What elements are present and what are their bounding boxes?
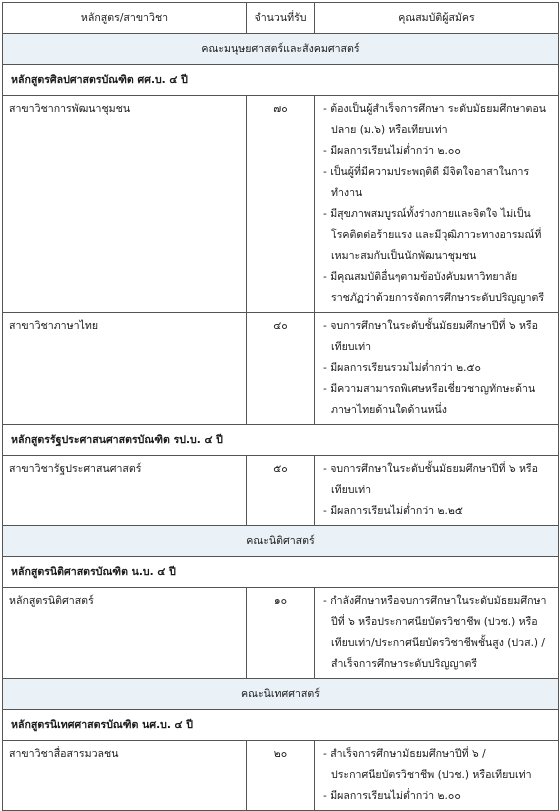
program-row bbox=[3, 425, 559, 456]
qualification-line: - มีคุณสมบัติอื่นๆตามข้อบังคับมหาวิทยาลัย bbox=[323, 271, 518, 283]
qualification-line: เทียบเท่า bbox=[331, 341, 372, 353]
major-name: สาขาวิชาสื่อสารมวลชน bbox=[3, 741, 247, 811]
major-row bbox=[3, 456, 559, 526]
qualification-line: - มีผลการเรียนไม่ต่ำกว่า ๒.๐๐ bbox=[323, 790, 461, 802]
faculty-name: คณะนิเทศศาสตร์ bbox=[3, 679, 559, 710]
qualification-line: - มีความสามารถพิเศษหรือเชี่ยวชาญทักษะด้าน bbox=[323, 383, 536, 395]
admission-table bbox=[2, 2, 559, 811]
qualification-line: - มีผลการเรียนไม่ต่ำกว่า ๒.๒๕ bbox=[323, 505, 463, 517]
faculty-name: คณะนิติศาสตร์ bbox=[3, 526, 559, 557]
major-name: สาขาวิชาภาษาไทย bbox=[3, 313, 247, 425]
major-seats: ๔๐ bbox=[247, 313, 315, 425]
program-title: หลักสูตรศิลปศาสตรบัณฑิต ศศ.บ. ๔ ปี bbox=[3, 65, 559, 96]
faculty-name: คณะมนุษยศาสตร์และสังคมศาสตร์ bbox=[3, 34, 559, 65]
qualification-line: เทียบเท่า bbox=[331, 484, 372, 496]
program-title: หลักสูตรนิติศาสตรบัณฑิต น.บ. ๔ ปี bbox=[3, 557, 559, 588]
program-row bbox=[3, 557, 559, 588]
faculty-row bbox=[3, 679, 559, 710]
table-header-row bbox=[3, 3, 559, 34]
qualification-line: - มีผลการเรียนไม่ต่ำกว่า ๒.๐๐ bbox=[323, 145, 461, 157]
qualification-line: โรคติดต่อร้ายแรง และมีวุฒิภาวะทางอารมณ์ที่ bbox=[331, 229, 542, 241]
qualification-line: - กำลังศึกษาหรือจบการศึกษาในระดับมัธยมศึกษา bbox=[323, 595, 547, 607]
qualification-line: - เป็นผู้ที่มีความประพฤติดี มีจิตใจอาสาในการ bbox=[323, 166, 530, 178]
major-row bbox=[3, 588, 559, 679]
program-title: หลักสูตรนิเทศศาสตรบัณฑิต นศ.บ. ๔ ปี bbox=[3, 710, 559, 741]
program-row bbox=[3, 65, 559, 96]
qualification-line: เหมาะสมกับเป็นนักพัฒนาชุมชน bbox=[331, 250, 477, 262]
program-row bbox=[3, 710, 559, 741]
major-qualifications bbox=[315, 588, 559, 679]
table-body bbox=[3, 34, 559, 811]
header-qualifications: คุณสมบัติผู้สมัคร bbox=[315, 3, 559, 34]
major-row bbox=[3, 313, 559, 425]
qualification-line: ประกาศนียบัตรวิชาชีพ (ปวช.) หรือเทียบเท่า bbox=[331, 769, 532, 781]
qualification-line: - สำเร็จการศึกษามัธยมศึกษาปีที่ ๖ / bbox=[323, 748, 486, 760]
qualification-line: - ต้องเป็นผู้สำเร็จการศึกษา ระดับมัธยมศึกษาตอน bbox=[323, 103, 547, 115]
major-qualifications bbox=[315, 313, 559, 425]
header-program: หลักสูตร/สาขาวิชา bbox=[3, 3, 247, 34]
qualification-line: ภาษาไทยด้านใดด้านหนึ่ง bbox=[331, 404, 447, 416]
major-row bbox=[3, 741, 559, 811]
major-name: สาขาวิชารัฐประศาสนศาสตร์ bbox=[3, 456, 247, 526]
qualification-line: ปีที่ ๖ หรือประกาศนียบัตรวิชาชีพ (ปวช.) หรือ bbox=[331, 616, 538, 628]
qualification-line: - มีสุขภาพสมบูรณ์ทั้งร่างกายและจิตใจ ไม่เป็น bbox=[323, 208, 531, 220]
qualification-line: ราชภัฏว่าด้วยการจัดการศึกษาระดับปริญญาตรี bbox=[331, 292, 545, 304]
qualification-line: - จบการศึกษาในระดับชั้นมัธยมศึกษาปีที่ ๖ หรือ bbox=[323, 320, 538, 332]
major-qualifications bbox=[315, 96, 559, 313]
major-qualifications bbox=[315, 456, 559, 526]
qualification-line: - จบการศึกษาในระดับชั้นมัธยมศึกษาปีที่ ๖ หรือ bbox=[323, 463, 538, 475]
major-name: สาขาวิชาการพัฒนาชุมชน bbox=[3, 96, 247, 313]
header-seats: จำนวนที่รับ bbox=[247, 3, 315, 34]
qualification-line: ปลาย (ม.๖) หรือเทียบเท่า bbox=[331, 124, 448, 136]
qualification-line: เทียบเท่า/ประกาศนียบัตรวิชาชีพชั้นสูง (ปวส.) / bbox=[331, 637, 546, 649]
major-name: หลักสูตรนิติศาสตร์ bbox=[3, 588, 247, 679]
faculty-row bbox=[3, 34, 559, 65]
program-title: หลักสูตรรัฐประศาสนศาสตรบัณฑิต รป.บ. ๔ ปี bbox=[3, 425, 559, 456]
major-seats: ๒๐ bbox=[247, 741, 315, 811]
major-seats: ๗๐ bbox=[247, 96, 315, 313]
qualification-line: - มีผลการเรียนรวมไม่ต่ำกว่า ๒.๕๐ bbox=[323, 362, 481, 374]
qualification-line: สำเร็จการศึกษาระดับปริญญาตรี bbox=[331, 658, 478, 670]
faculty-row bbox=[3, 526, 559, 557]
major-row bbox=[3, 96, 559, 313]
major-seats: ๕๐ bbox=[247, 456, 315, 526]
qualification-line: ทำงาน bbox=[331, 187, 363, 199]
major-qualifications bbox=[315, 741, 559, 811]
major-seats: ๑๐ bbox=[247, 588, 315, 679]
